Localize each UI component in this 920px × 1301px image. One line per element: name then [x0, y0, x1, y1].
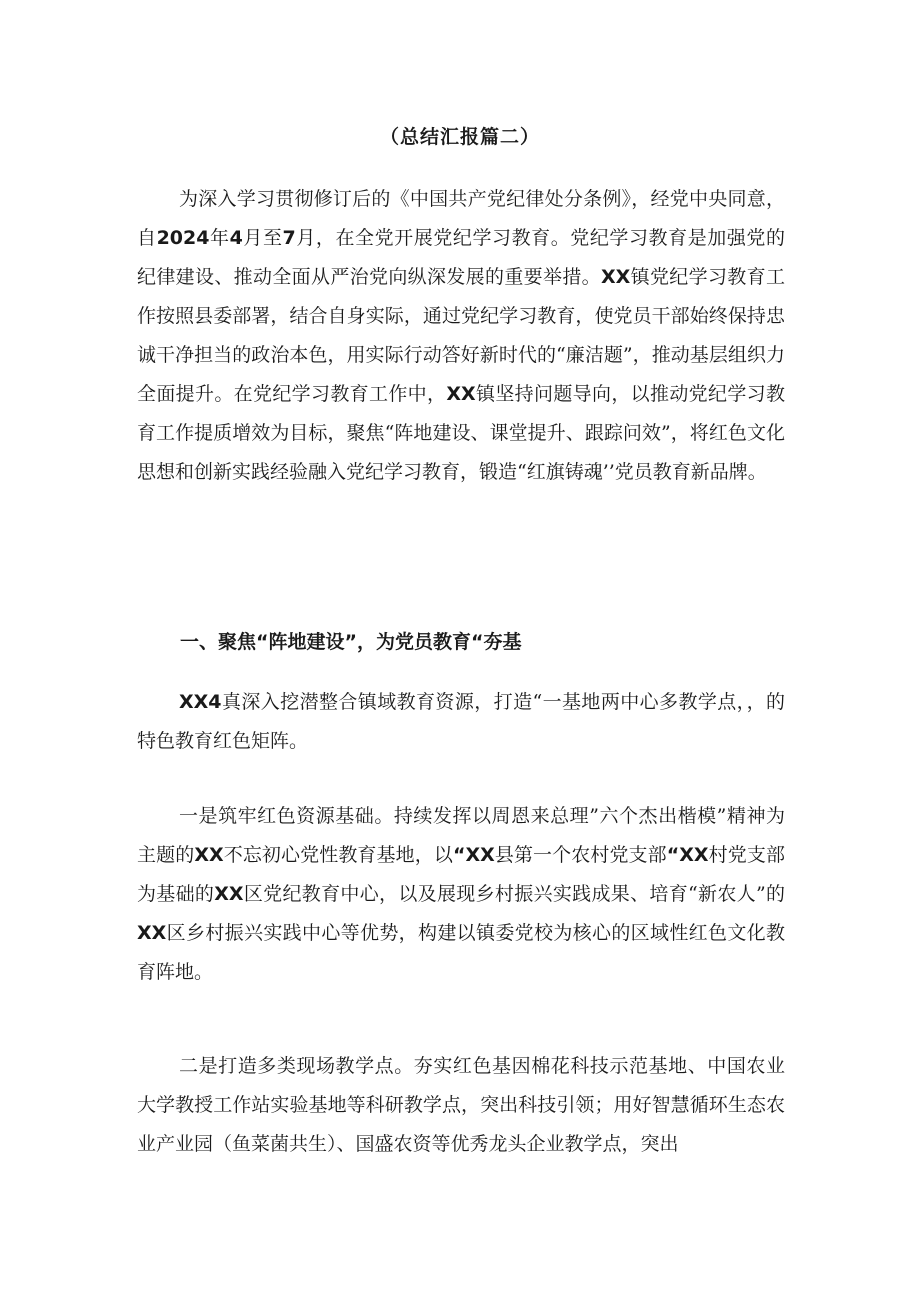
section-heading: 一、聚焦“阵地建设”，为党员教育“夯基	[180, 631, 522, 653]
place-placeholder: XX	[214, 883, 244, 905]
text-run: 村党支部为基础的	[137, 844, 785, 905]
text-run: 月至	[242, 227, 283, 249]
document-title: （总结汇报篇二）	[379, 126, 540, 148]
year-number: 2024	[156, 227, 210, 249]
text-run: 一是筑牢红色资源基础。持续发挥以周恩来总理”六个杰出楷模”精神为主题的	[137, 805, 785, 866]
text-run: 镇党纪学习教育工作按照县委部署，结合自身实际，通过党纪学习教育，使党员干部始终保持忠诚干净担当的政治本色，用实际行动答好新时代的“廉洁题”，推动基层组织力全面提升。在党纪学习教育工作中，	[137, 266, 785, 405]
town-placeholder: XX	[446, 383, 476, 405]
place-placeholder: “XX	[452, 844, 495, 866]
body-paragraph	[137, 797, 785, 992]
text-run: 区党纪教育中心，以及展现乡村振兴实践成果、培育“新农人”的	[243, 883, 785, 905]
text-run: 二是打造多类现场教学点。夯实红色基因棉花科技示范基地、中国农业大学教授工作站实验基地等科研教学点，突出科技引领；用好智慧循环生态农业产业园（鱼菜菌共生）、国盛农资等优秀龙头企业教学点，突出	[137, 1055, 785, 1155]
text-run: 年	[209, 227, 230, 249]
text-run: 月，在全党开展党纪学习教育。党纪学习教育是加强党的纪律建设、推动全面从严治党向纵深发展的重要举措。	[137, 227, 785, 288]
text-run: 不忘初心党性教育基地，以	[223, 844, 453, 866]
start-month-number: 4	[229, 227, 243, 249]
place-placeholder: XX	[137, 922, 167, 944]
text-run: 为深入学习贯彻修订后的《中国共产党纪律处分条例》，经党中央同意，自	[137, 188, 785, 249]
intro-paragraph	[137, 180, 785, 492]
text-run: 真深入挖潜整合镇域教育资源，打造“一基地两中心多教学点，，的特色教育红色矩阵。	[137, 691, 785, 752]
text-run: 区乡村振兴实践中心等优势，构建以镇委党校为核心的区域性红色文化教育阵地。	[137, 922, 785, 983]
end-month-number: 7	[282, 227, 296, 249]
town-placeholder: XX4	[179, 691, 222, 713]
place-placeholder: “XX	[666, 844, 709, 866]
body-paragraph	[137, 683, 785, 761]
text-run: 镇坚持问题导向，以推动党纪学习教育工作提质增效为目标，聚焦“阵地建设、课堂提升、跟踪问效”，将红色文化思想和创新实践经验融入党纪学习教育，锻造“红旗铸魂’’党员教育新品牌。	[137, 383, 785, 483]
body-paragraph	[137, 1047, 785, 1164]
place-placeholder: XX	[194, 844, 224, 866]
text-run: 县第一个农村党支部	[494, 844, 667, 866]
town-placeholder: XX	[601, 266, 631, 288]
